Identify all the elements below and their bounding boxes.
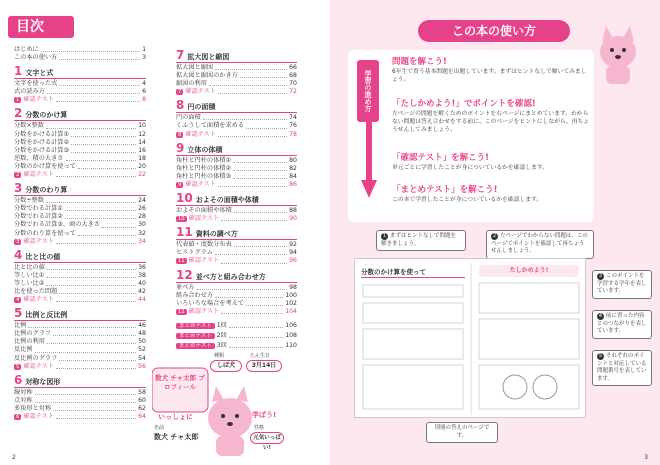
section-heading[interactable]: 5 比例と反比例	[14, 308, 146, 321]
toc-row[interactable]: 比と比の値 36	[14, 263, 146, 271]
section-heading[interactable]: 6 対称な図形	[14, 375, 146, 388]
toc-row[interactable]: はじめに 1	[14, 46, 146, 53]
page-number: 3	[644, 454, 648, 461]
section-heading[interactable]: 8 円の面積	[176, 100, 297, 113]
step-2: 「たしかめよう!」でポイントを確認! 左ページの問題を解くためのポイントを右ページにまとめています。わからない問題は答え合わせをする前に、このページをヒントにしながら、再ちょうせんしてみましょう。	[392, 99, 589, 133]
name-value: 数犬 チャ太郎	[154, 433, 199, 441]
breed-label: 種類	[214, 353, 225, 359]
toc-section	[14, 372, 146, 421]
toc-row[interactable]: およその面積や体積 88	[176, 207, 297, 215]
toc-row[interactable]: 逆数、積の大きさ 18	[14, 154, 146, 162]
callout-3: 3 このポイントを学習する学年を表しています。	[592, 270, 652, 299]
toc-row[interactable]: 代表値・度数分布表 92	[176, 241, 297, 249]
toc-row[interactable]: 分数のかけ算を使って 20	[14, 162, 146, 170]
toc-row[interactable]: 角柱と円柱の体積② 82	[176, 164, 297, 172]
howto-page	[330, 0, 660, 465]
toc-row[interactable]: 拡大図と縮図 66	[176, 64, 297, 71]
toc-section	[176, 100, 297, 138]
toc-section	[176, 50, 297, 96]
toc-row[interactable]: 点対称 60	[14, 396, 146, 404]
toc-section	[14, 247, 146, 304]
toc-test-row[interactable]: 11 確認テスト 96	[178, 257, 297, 265]
toc-row[interactable]: 縮図の利用 70	[176, 80, 297, 88]
section-heading[interactable]: 2 分数のかけ算	[14, 108, 146, 121]
toc-row[interactable]: くふうして面積を求める 76	[176, 122, 297, 130]
toc-row[interactable]: 線対称 58	[14, 388, 146, 396]
toc-test-row[interactable]: 4 確認テスト 44	[16, 296, 146, 304]
toc-row[interactable]: 分数をかける計算② 14	[14, 138, 146, 146]
toc-row[interactable]: 分数÷整数 24	[14, 197, 146, 205]
toc-row[interactable]: 反比例 52	[14, 346, 146, 354]
sample-page-illustration	[355, 259, 587, 419]
speech-2: 学ぼう!	[252, 411, 277, 419]
toc-intro	[14, 46, 146, 62]
toc-section	[14, 308, 146, 371]
matome-row[interactable]: まとめテスト 3回 110	[176, 342, 297, 350]
toc-row[interactable]: 分数をかける計算① 12	[14, 130, 146, 138]
toc-row[interactable]: 円の面積 74	[176, 114, 297, 122]
sample-spread	[354, 258, 586, 418]
matome-list	[176, 322, 297, 350]
section-heading[interactable]: 1 文字と式	[14, 66, 146, 79]
toc-section	[176, 267, 297, 316]
toc-section	[14, 108, 146, 179]
toc-row[interactable]: 比例のグラフ 48	[14, 330, 146, 338]
toc-row[interactable]: 分数×整数 10	[14, 122, 146, 130]
toc-row[interactable]: 分数でわる計算① 26	[14, 205, 146, 213]
toc-section	[14, 66, 146, 104]
matome-row[interactable]: まとめテスト 1回 106	[176, 322, 297, 330]
matome-row[interactable]: まとめテスト 2回 108	[176, 332, 297, 340]
howto-title: この本の使い方	[418, 20, 570, 42]
toc-title: 目次	[8, 16, 74, 38]
toc-row[interactable]: 比例の利用 50	[14, 338, 146, 346]
personality-label: 性格	[254, 425, 265, 431]
toc-test-row[interactable]: 8 確認テスト 78	[178, 130, 297, 138]
toc-row[interactable]: 式の読み方 6	[14, 88, 146, 96]
toc-row[interactable]: 角柱と円柱の体積③ 84	[176, 172, 297, 180]
birthday-label: たん生日	[250, 353, 271, 359]
toc-test-row[interactable]: 9 確認テスト 86	[178, 180, 297, 188]
step-1: 問題を解こう! 6年生で習う基本問題を出題しています。まずはヒントなしで解いてみましょう。	[392, 57, 587, 83]
callout-4: 4 前に習った内容とのつながりを表しています。	[592, 310, 652, 339]
toc-row[interactable]: 比例 46	[14, 322, 146, 330]
section-heading[interactable]: 4 比と比の値	[14, 250, 146, 263]
toc-section	[14, 183, 146, 246]
toc-row[interactable]: 等しい比② 40	[14, 279, 146, 287]
toc-test-row[interactable]: 1 確認テスト 8	[16, 96, 146, 104]
section-heading[interactable]: 3 分数のわり算	[14, 183, 146, 196]
section-heading[interactable]: 7 拡大図と縮図	[176, 50, 297, 63]
profile-heading: 数犬 チャ太郎 プロフィール	[155, 374, 205, 391]
toc-test-row[interactable]: 12 確認テスト 104	[178, 307, 297, 315]
name-label: 名前	[154, 425, 165, 431]
toc-row[interactable]: 分数でわる計算② 28	[14, 213, 146, 221]
dog-mascot-illustration	[592, 22, 644, 88]
toc-section	[176, 227, 297, 265]
toc-row[interactable]: 拡大図と縮図のかき方 68	[176, 72, 297, 80]
toc-row[interactable]: 並べ方 98	[176, 283, 297, 291]
section-heading[interactable]: 11 資料の調べ方	[176, 227, 297, 240]
character-profile	[152, 350, 284, 460]
personality-value: 元気いっぱい!	[250, 432, 284, 444]
step-4: 「まとめテスト」を解こう! この本で学習したことが身についているかを確認します。	[392, 185, 543, 203]
toc-section	[176, 140, 297, 189]
toc-test-row[interactable]: 3 確認テスト 34	[16, 237, 146, 245]
toc-row[interactable]: 組み合わせ方 100	[176, 291, 297, 299]
toc-row[interactable]: 等しい比① 38	[14, 271, 146, 279]
breed-value: しば犬	[210, 360, 242, 372]
section-heading[interactable]: 10 およその面積や体積	[176, 193, 297, 206]
toc-row[interactable]: 多角形と対称 62	[14, 404, 146, 412]
toc-row[interactable]: 分数をかける計算③ 16	[14, 146, 146, 154]
toc-sections	[176, 50, 297, 316]
sample-chapter-title: 分数のかけ算を使って	[361, 267, 465, 278]
step-3: 「確認テスト」を解こう! 単元ごとに学習したことが身についているかを確認します。	[392, 153, 548, 171]
toc-sections	[14, 66, 146, 421]
toc-row[interactable]: 文字を使った式 4	[14, 80, 146, 88]
toc-row[interactable]: 反比例のグラフ 54	[14, 354, 146, 362]
callout-2: 2 左ページでわからない問題は、このページでポイントを確認して再ちょうせんしましょう。	[486, 230, 594, 259]
toc-column-1	[14, 46, 146, 421]
callout-5: 5 それぞれのポイントと対応している問題番号を表しています。	[592, 350, 652, 386]
callout-bottom: 別冊の答えのページです。	[426, 422, 498, 443]
flow-label: 学習の進め方	[357, 60, 379, 122]
toc-test-row[interactable]: 7 確認テスト 72	[178, 88, 297, 96]
birthday-value: 3月14日	[246, 360, 282, 372]
speech-1: いっしょに	[158, 413, 193, 421]
toc-row[interactable]: 角柱と円柱の体積① 80	[176, 156, 297, 164]
down-arrow-icon	[361, 120, 377, 200]
toc-test-row[interactable]: 2 確認テスト 22	[16, 171, 146, 179]
toc-test-row[interactable]: 6 確認テスト 64	[16, 413, 146, 420]
section-heading[interactable]: 9 立体の体積	[176, 143, 297, 156]
toc-test-row[interactable]: 10 確認テスト 90	[178, 215, 297, 223]
toc-section	[176, 193, 297, 223]
toc-row[interactable]: 分数でわる計算③、商の大きさ 30	[14, 221, 146, 229]
toc-column-2	[176, 46, 297, 352]
callout-1: 1 まずはヒントなしで問題を解きましょう。	[376, 230, 466, 251]
toc-test-row[interactable]: 5 確認テスト 56	[16, 362, 146, 370]
toc-row[interactable]: ヒストグラム 94	[176, 249, 297, 257]
toc-row[interactable]: 比を使った問題 42	[14, 287, 146, 295]
toc-row[interactable]: この本の使い方 3	[14, 54, 146, 62]
toc-row[interactable]: 分数のわり算を使って 32	[14, 229, 146, 237]
page-number: 2	[12, 454, 16, 461]
toc-row[interactable]: いろいろな場合を考えて 102	[176, 299, 297, 307]
section-heading[interactable]: 12 並べ方と組み合わせ方	[176, 270, 297, 283]
sample-right-header: たしかめよう!	[479, 265, 579, 277]
